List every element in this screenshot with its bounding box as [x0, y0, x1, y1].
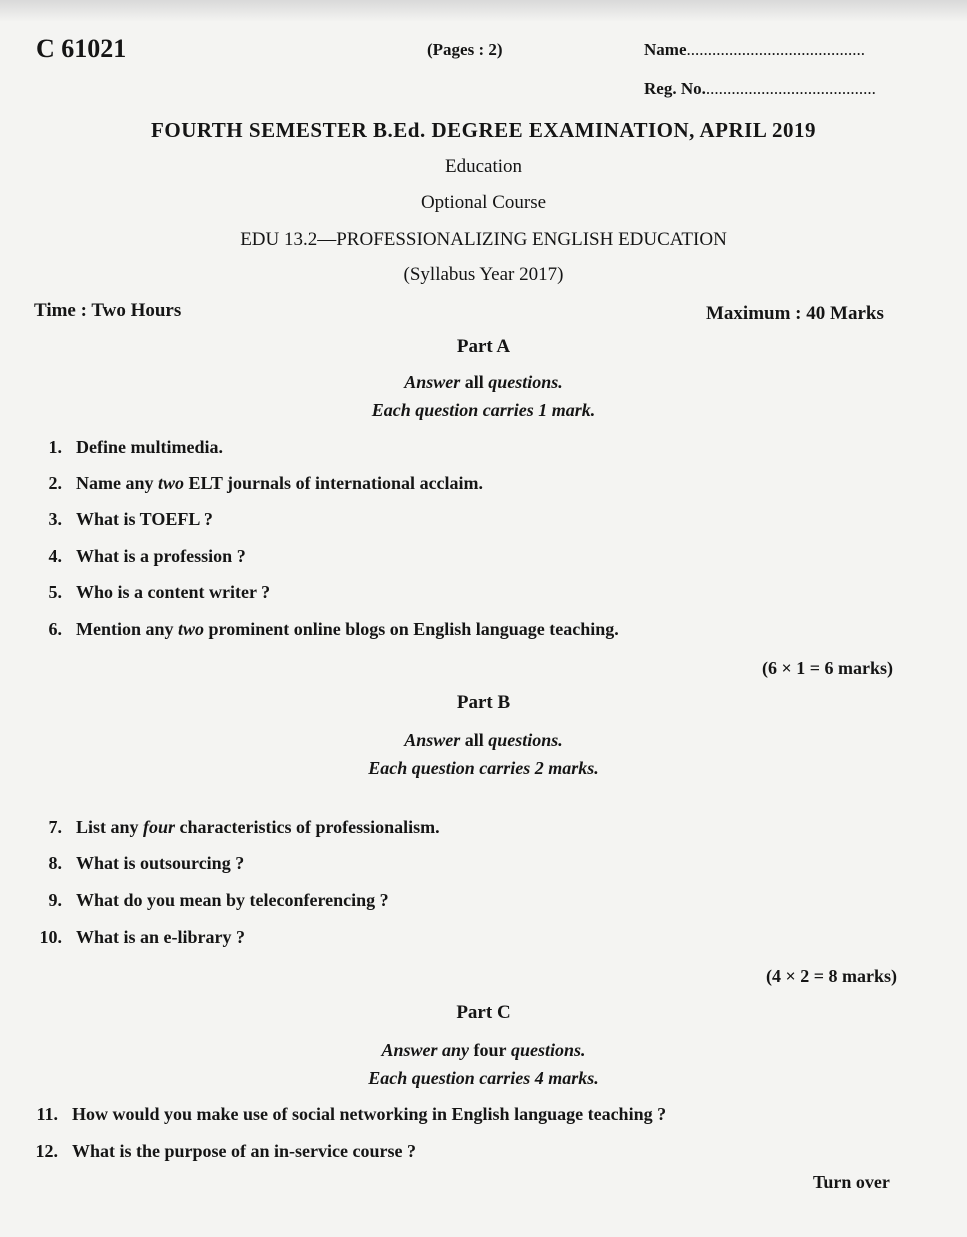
part-a-instruction — [0, 372, 967, 393]
question-text: List any — [76, 817, 144, 837]
question-number: 4. — [48, 546, 62, 566]
name-field — [644, 40, 865, 60]
question-10 — [28, 927, 245, 948]
part-a-title: Part A — [456, 336, 511, 357]
question-emphasis: four — [143, 817, 176, 837]
question-text: What is a profession ? — [76, 546, 246, 566]
reg-no-field — [644, 79, 876, 99]
question-text: What do you mean by teleconferencing ? — [76, 890, 389, 910]
question-text: What is TOEFL ? — [76, 509, 213, 529]
question-8 — [28, 853, 244, 874]
instr-text: questions. — [506, 1040, 586, 1060]
name-label: Name — [644, 40, 687, 59]
question-number: 8. — [48, 853, 62, 873]
instr-text: Answer — [404, 372, 465, 392]
instr-emphasis: all — [464, 372, 484, 392]
question-3 — [28, 509, 213, 530]
part-c-title: Part C — [456, 1002, 511, 1023]
question-text: Name any — [76, 473, 158, 493]
course-title: EDU 13.2—PROFESSIONALIZING ENGLISH EDUCATION — [240, 229, 727, 250]
instr-text: questions. — [483, 372, 563, 392]
question-4 — [28, 546, 246, 567]
instr-text: questions. — [483, 730, 563, 750]
question-text: What is an e-library ? — [76, 927, 245, 947]
question-5 — [28, 582, 270, 603]
question-11 — [24, 1104, 666, 1125]
question-12 — [24, 1141, 416, 1162]
question-number: 11. — [36, 1104, 58, 1124]
question-number: 7. — [48, 817, 62, 837]
question-number: 3. — [48, 509, 62, 529]
scan-shadow — [0, 0, 967, 22]
instr-text: Answer — [404, 730, 465, 750]
question-text: What is outsourcing ? — [76, 853, 245, 873]
question-6 — [28, 619, 619, 640]
part-c-marks-note: Each question carries 4 marks. — [368, 1068, 599, 1088]
question-9 — [28, 890, 389, 911]
question-text: Who is a content writer ? — [76, 582, 271, 602]
question-number: 2. — [48, 473, 62, 493]
question-number: 6. — [48, 619, 62, 639]
question-text: Mention any — [76, 619, 179, 639]
question-emphasis: two — [178, 619, 205, 639]
part-a-marks: (6 × 1 = 6 marks) — [762, 658, 894, 678]
question-1 — [28, 437, 223, 458]
subject: Education — [444, 156, 523, 177]
turn-over: Turn over — [813, 1172, 890, 1192]
question-number: 9. — [48, 890, 62, 910]
question-number: 5. — [48, 582, 62, 602]
syllabus-year: (Syllabus Year 2017) — [403, 264, 564, 285]
instr-emphasis: all — [464, 730, 484, 750]
question-2 — [28, 473, 483, 494]
part-b-instruction — [0, 730, 967, 751]
page-count: (Pages : 2) — [427, 40, 503, 59]
maximum-marks: Maximum : 40 Marks — [706, 303, 884, 324]
question-number: 10. — [39, 927, 62, 947]
part-b-title: Part B — [456, 692, 511, 713]
part-b-marks: (4 × 2 = 8 marks) — [766, 966, 898, 986]
instr-emphasis: four — [473, 1040, 507, 1060]
question-text: prominent online blogs on English language teaching. — [204, 619, 619, 639]
question-text: What is the purpose of an in-service course ? — [72, 1141, 416, 1161]
instr-text: Answer any — [381, 1040, 474, 1060]
time-allowed: Time : Two Hours — [34, 300, 182, 321]
exam-title: FOURTH SEMESTER B.Ed. DEGREE EXAMINATION, APRIL 2019 — [151, 118, 816, 142]
part-c-instruction — [0, 1040, 967, 1061]
part-a-marks-note: Each question carries 1 mark. — [371, 400, 596, 420]
question-emphasis: two — [158, 473, 185, 493]
question-number: 12. — [35, 1141, 58, 1161]
question-text: How would you make use of social networking in English language teaching ? — [72, 1104, 667, 1124]
question-7 — [28, 817, 440, 838]
reg-no-dots: ........................................ — [705, 79, 876, 98]
question-text: ELT journals of international acclaim. — [184, 473, 484, 493]
question-text: Define multimedia. — [76, 437, 223, 457]
reg-no-label: Reg. No. — [644, 79, 706, 98]
part-b-marks-note: Each question carries 2 marks. — [368, 758, 599, 778]
course-type: Optional Course — [420, 192, 547, 213]
question-number: 1. — [48, 437, 62, 457]
paper-code: C 61021 — [36, 34, 127, 63]
name-dots: .......................................... — [686, 40, 865, 59]
question-text: characteristics of professionalism. — [175, 817, 440, 837]
